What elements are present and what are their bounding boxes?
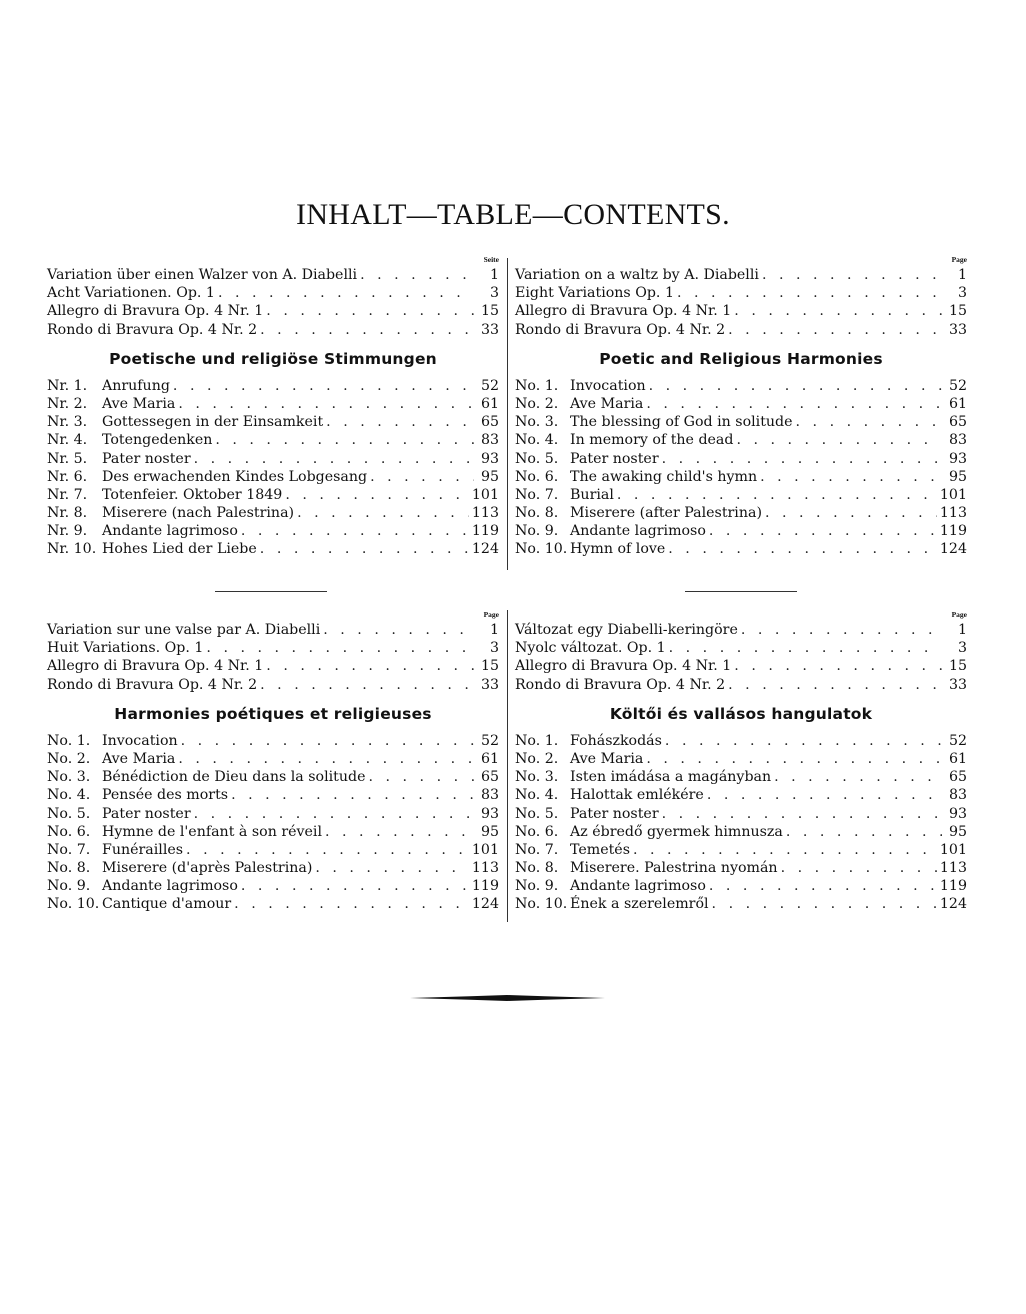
toc-entry [515, 732, 967, 750]
entry-title: Miserere (nach Palestrina) [102, 505, 295, 522]
entry-number: No. 7. [515, 486, 559, 503]
toc-top-entry [515, 621, 967, 639]
toc-entry [47, 395, 499, 413]
entry-number: No. 5. [515, 805, 559, 822]
entry-title: Totengedenken [102, 432, 213, 449]
dot-leader [665, 732, 942, 750]
toc-entry [47, 522, 499, 540]
entry-page-number: 33 [480, 321, 499, 338]
page-column-label: Seite [483, 255, 499, 264]
entry-number: No. 1. [515, 732, 559, 749]
toc-entry [47, 877, 499, 895]
entry-page-number: 15 [480, 303, 499, 320]
entry-page-number: 3 [957, 640, 967, 657]
entry-page-number: 119 [939, 878, 967, 895]
entry-title: Isten imádása a magányban [570, 769, 772, 786]
entry-page-number: 83 [948, 787, 967, 804]
entry-title: Az ébredő gyermek himnusza [570, 823, 783, 840]
entry-title: Variation on a waltz by A. Diabelli [515, 267, 759, 283]
entry-title: Anrufung [102, 377, 170, 394]
entry-title: Rondo di Bravura Op. 4 Nr. 2 [47, 676, 258, 693]
dot-leader [266, 657, 474, 675]
entry-page-number: 124 [471, 541, 499, 558]
toc-entry [47, 895, 499, 913]
dot-leader [709, 877, 937, 895]
toc-entry [515, 768, 967, 786]
entry-page-number: 101 [939, 841, 967, 858]
toc-entry [515, 805, 967, 823]
entry-number: No. 2. [47, 750, 91, 767]
page-column-label: Page [951, 255, 967, 264]
entry-number: Nr. 6. [47, 468, 88, 485]
toc-entry [515, 877, 967, 895]
entry-page-number: 124 [939, 896, 967, 913]
entry-title: Miserere (d'après Palestrina) [102, 860, 313, 877]
entry-title: Miserere (after Palestrina) [570, 505, 762, 522]
column-divider-bottom [507, 610, 508, 922]
entry-page-number: 124 [471, 896, 499, 913]
dot-leader [260, 540, 469, 558]
dot-leader [181, 732, 474, 750]
toc-entry [515, 450, 967, 468]
entry-title: Eight Variations Op. 1 [515, 285, 674, 302]
toc-entry [515, 786, 967, 804]
entry-title: Miserere. Palestrina nyomán [570, 860, 778, 877]
dot-leader [370, 468, 474, 486]
dot-leader [786, 823, 942, 841]
toc-entry [515, 504, 967, 522]
dot-leader [633, 841, 937, 859]
entry-title: Andante lagrimoso [102, 878, 238, 895]
entry-number: Nr. 10. [47, 541, 97, 558]
entry-page-number: 15 [480, 658, 499, 675]
dot-leader [241, 522, 469, 540]
dot-leader [297, 504, 469, 522]
dot-leader [677, 284, 942, 302]
dot-leader [662, 450, 942, 468]
toc-entry [47, 413, 499, 431]
entry-number: No. 2. [515, 750, 559, 767]
entry-page-number: 65 [948, 414, 967, 431]
toc-top-entry [47, 321, 499, 339]
toc-entry [515, 395, 967, 413]
section-separator-left [215, 591, 327, 592]
page-column-label: Page [951, 610, 967, 619]
entry-number: No. 4. [515, 787, 559, 804]
entry-number: No. 6. [515, 468, 559, 485]
dot-leader [765, 504, 937, 522]
entry-page-number: 61 [948, 395, 967, 412]
entry-number: No. 7. [515, 841, 559, 858]
entry-page-number: 119 [471, 523, 499, 540]
toc-entry [47, 540, 499, 558]
dot-leader [734, 302, 942, 320]
entry-title: Ave Maria [102, 395, 176, 412]
entry-number: No. 4. [47, 787, 91, 804]
dot-leader [234, 895, 469, 913]
entry-page-number: 33 [948, 321, 967, 338]
entry-page-number: 52 [948, 377, 967, 394]
entry-page-number: 93 [480, 450, 499, 467]
entry-page-number: 15 [948, 658, 967, 675]
entry-title: Fohászkodás [570, 732, 662, 749]
entry-title: Andante lagrimoso [570, 523, 706, 540]
toc-entry [47, 431, 499, 449]
toc-entry [47, 486, 499, 504]
entry-number: No. 3. [515, 769, 559, 786]
entry-number: No. 3. [47, 769, 91, 786]
dot-leader [712, 895, 937, 913]
dot-leader [360, 266, 474, 284]
entry-page-number: 61 [480, 395, 499, 412]
entry-number: Nr. 9. [47, 523, 88, 540]
entry-page-number: 3 [489, 640, 499, 657]
dot-leader [325, 823, 474, 841]
toc-entry [515, 468, 967, 486]
toc-entry [47, 823, 499, 841]
dot-leader [728, 321, 942, 339]
dot-leader [617, 486, 937, 504]
entry-title: Ave Maria [570, 395, 644, 412]
entry-title: Hohes Lied der Liebe [102, 541, 257, 558]
entry-page-number: 119 [939, 523, 967, 540]
dot-leader [326, 413, 474, 431]
entry-title: Bénédiction de Dieu dans la solitude [102, 769, 366, 786]
entry-number: No. 5. [515, 450, 559, 467]
entry-page-number: 95 [948, 468, 967, 485]
entry-number: No. 10. [515, 896, 568, 913]
entry-title: Gottessegen in der Einsamkeit [102, 414, 324, 431]
toc-entry [515, 859, 967, 877]
dot-leader [669, 639, 942, 657]
entry-title: Variation sur une valse par A. Diabelli [47, 622, 321, 638]
toc-top-entry [47, 639, 499, 657]
entry-title: Rondo di Bravura Op. 4 Nr. 2 [47, 321, 258, 338]
dot-leader [231, 786, 474, 804]
entry-number: Nr. 5. [47, 450, 88, 467]
entry-number: No. 5. [47, 805, 91, 822]
toc-entry [515, 841, 967, 859]
entry-page-number: 119 [471, 878, 499, 895]
entry-title: Nyolc változat. Op. 1 [515, 640, 666, 657]
toc-entry [47, 377, 499, 395]
toc-entry [47, 468, 499, 486]
dot-leader [241, 877, 469, 895]
toc-entry [47, 805, 499, 823]
dot-leader [266, 302, 474, 320]
toc-entry [515, 823, 967, 841]
toc-entry [47, 750, 499, 768]
entry-page-number: 61 [480, 750, 499, 767]
entry-page-number: 124 [939, 541, 967, 558]
dot-leader [662, 805, 942, 823]
entry-title: Invocation [570, 377, 646, 394]
toc-entry [515, 486, 967, 504]
entry-number: No. 6. [47, 823, 91, 840]
toc-panel-german [47, 254, 499, 559]
dot-leader [215, 431, 474, 449]
dot-leader [178, 395, 474, 413]
entry-title: Des erwachenden Kindes Lobgesang [102, 468, 368, 485]
entry-page-number: 95 [480, 823, 499, 840]
toc-entry [47, 841, 499, 859]
toc-entry [47, 859, 499, 877]
toc-top-entry [515, 321, 967, 339]
entry-title: The blessing of God in solitude [570, 414, 793, 431]
toc-panel-hungarian [515, 609, 967, 914]
dot-leader [218, 284, 474, 302]
entry-number: No. 3. [515, 414, 559, 431]
entry-page-number: 1 [957, 622, 967, 638]
entry-number: Nr. 4. [47, 432, 88, 449]
entry-title: Funérailles [102, 841, 184, 858]
entry-title: In memory of the dead [570, 432, 734, 449]
toc-top-entry [47, 284, 499, 302]
entry-title: Pater noster [570, 450, 659, 467]
entry-page-number: 65 [480, 414, 499, 431]
entry-title: Temetés [570, 841, 630, 858]
entry-page-number: 33 [480, 676, 499, 693]
section-title: Poetic and Religious Harmonies [599, 349, 883, 368]
entry-title: Andante lagrimoso [102, 523, 238, 540]
entry-title: Cantique d'amour [102, 896, 232, 913]
entry-page-number: 83 [480, 432, 499, 449]
dot-leader [260, 321, 474, 339]
entry-number: Nr. 3. [47, 414, 88, 431]
column-divider-top [507, 258, 508, 570]
dot-leader [796, 413, 942, 431]
toc-entry [515, 540, 967, 558]
entry-page-number: 95 [480, 468, 499, 485]
entry-page-number: 83 [948, 432, 967, 449]
entry-title: The awaking child's hymn [570, 468, 758, 485]
entry-page-number: 65 [480, 769, 499, 786]
toc-top-entry [47, 621, 499, 639]
entry-number: Nr. 1. [47, 377, 88, 394]
entry-number: No. 10. [47, 896, 100, 913]
entry-page-number: 52 [948, 732, 967, 749]
entry-page-number: 52 [480, 377, 499, 394]
entry-title: Ének a szerelemről [570, 896, 709, 913]
toc-entry [515, 750, 967, 768]
dot-leader [194, 450, 474, 468]
dot-leader [173, 377, 474, 395]
entry-title: Huit Variations. Op. 1 [47, 640, 204, 657]
entry-number: No. 4. [515, 432, 559, 449]
dot-leader [709, 522, 937, 540]
entry-title: Változat egy Diabelli-keringöre [515, 622, 738, 638]
entry-title: Burial [570, 486, 614, 503]
entry-title: Allegro di Bravura Op. 4 Nr. 1 [515, 303, 732, 320]
entry-number: Nr. 7. [47, 486, 88, 503]
toc-entry [515, 377, 967, 395]
entry-page-number: 113 [471, 505, 499, 522]
toc-panel-french [47, 609, 499, 914]
dot-leader [323, 621, 474, 639]
page-title: INHALT—TABLE—CONTENTS. [296, 198, 730, 231]
entry-number: No. 1. [515, 377, 559, 394]
entry-page-number: 1 [489, 622, 499, 638]
entry-page-number: 52 [480, 732, 499, 749]
entry-title: Pensée des morts [102, 787, 229, 804]
toc-top-entry [515, 302, 967, 320]
entry-number: Nr. 8. [47, 505, 88, 522]
closing-ornament [410, 995, 605, 1001]
entry-title: Andante lagrimoso [570, 878, 706, 895]
entry-page-number: 15 [948, 303, 967, 320]
entry-title: Rondo di Bravura Op. 4 Nr. 2 [515, 676, 726, 693]
entry-title: Ave Maria [570, 750, 644, 767]
entry-page-number: 61 [948, 750, 967, 767]
dot-leader [668, 540, 937, 558]
entry-number: Nr. 2. [47, 395, 88, 412]
entry-number: No. 7. [47, 841, 91, 858]
entry-page-number: 113 [471, 860, 499, 877]
dot-leader [178, 750, 474, 768]
dot-leader [194, 805, 474, 823]
dot-leader [762, 266, 942, 284]
dot-leader [707, 786, 942, 804]
section-separator-right [685, 591, 797, 592]
entry-number: No. 10. [515, 541, 568, 558]
entry-title: Rondo di Bravura Op. 4 Nr. 2 [515, 321, 726, 338]
entry-title: Variation über einen Walzer von A. Diabelli [47, 267, 358, 283]
section-title: Harmonies poétiques et religieuses [114, 704, 432, 723]
entry-page-number: 95 [948, 823, 967, 840]
dot-leader [760, 468, 942, 486]
toc-entry [47, 504, 499, 522]
entry-page-number: 93 [948, 450, 967, 467]
toc-top-entry [47, 266, 499, 284]
dot-leader [315, 859, 469, 877]
toc-top-entry [515, 657, 967, 675]
section-title: Költői és vallásos hangulatok [609, 704, 873, 723]
dot-leader [774, 768, 942, 786]
toc-top-entry [47, 676, 499, 694]
dot-leader [734, 657, 942, 675]
entry-number: No. 8. [515, 505, 559, 522]
toc-entry [515, 431, 967, 449]
entry-title: Allegro di Bravura Op. 4 Nr. 1 [47, 303, 264, 320]
entry-title: Hymne de l'enfant à son réveil [102, 823, 323, 840]
entry-page-number: 101 [471, 841, 499, 858]
dot-leader [741, 621, 942, 639]
entry-page-number: 83 [480, 787, 499, 804]
entry-number: No. 9. [515, 878, 559, 895]
toc-top-entry [515, 639, 967, 657]
dot-leader [646, 750, 942, 768]
entry-title: Invocation [102, 732, 178, 749]
dot-leader [260, 676, 474, 694]
toc-entry [47, 450, 499, 468]
dot-leader [368, 768, 474, 786]
entry-title: Ave Maria [102, 750, 176, 767]
entry-page-number: 1 [957, 267, 967, 283]
entry-title: Acht Variationen. Op. 1 [47, 285, 215, 302]
entry-page-number: 3 [957, 285, 967, 302]
entry-number: No. 1. [47, 732, 91, 749]
dot-leader [285, 486, 469, 504]
toc-panel-english [515, 254, 967, 559]
entry-title: Hymn of love [570, 541, 666, 558]
entry-title: Allegro di Bravura Op. 4 Nr. 1 [47, 658, 264, 675]
entry-number: No. 2. [515, 395, 559, 412]
entry-page-number: 93 [948, 805, 967, 822]
dot-leader [649, 377, 942, 395]
entry-title: Totenfeier. Oktober 1849 [102, 486, 283, 503]
entry-page-number: 65 [948, 769, 967, 786]
toc-entry [47, 732, 499, 750]
toc-entry [47, 768, 499, 786]
entry-number: No. 6. [515, 823, 559, 840]
toc-top-entry [47, 657, 499, 675]
entry-title: Pater noster [102, 450, 191, 467]
entry-page-number: 101 [471, 486, 499, 503]
entry-page-number: 113 [939, 505, 967, 522]
dot-leader [728, 676, 942, 694]
section-title: Poetische und religiöse Stimmungen [109, 349, 437, 368]
entry-title: Pater noster [570, 805, 659, 822]
dot-leader [206, 639, 474, 657]
dot-leader [186, 841, 469, 859]
dot-leader [781, 859, 937, 877]
entry-number: No. 8. [47, 860, 91, 877]
entry-number: No. 9. [515, 523, 559, 540]
entry-page-number: 93 [480, 805, 499, 822]
toc-entry [47, 786, 499, 804]
entry-title: Pater noster [102, 805, 191, 822]
toc-entry [515, 522, 967, 540]
dot-leader [736, 431, 942, 449]
entry-page-number: 1 [489, 267, 499, 283]
entry-number: No. 8. [515, 860, 559, 877]
toc-entry [515, 413, 967, 431]
toc-top-entry [47, 302, 499, 320]
entry-title: Halottak emlékére [570, 787, 704, 804]
entry-title: Allegro di Bravura Op. 4 Nr. 1 [515, 658, 732, 675]
toc-top-entry [515, 284, 967, 302]
dot-leader [646, 395, 942, 413]
entry-page-number: 33 [948, 676, 967, 693]
toc-top-entry [515, 266, 967, 284]
entry-number: No. 9. [47, 878, 91, 895]
toc-entry [515, 895, 967, 913]
toc-top-entry [515, 676, 967, 694]
entry-page-number: 3 [489, 285, 499, 302]
entry-page-number: 101 [939, 486, 967, 503]
page-column-label: Page [483, 610, 499, 619]
entry-page-number: 113 [939, 860, 967, 877]
